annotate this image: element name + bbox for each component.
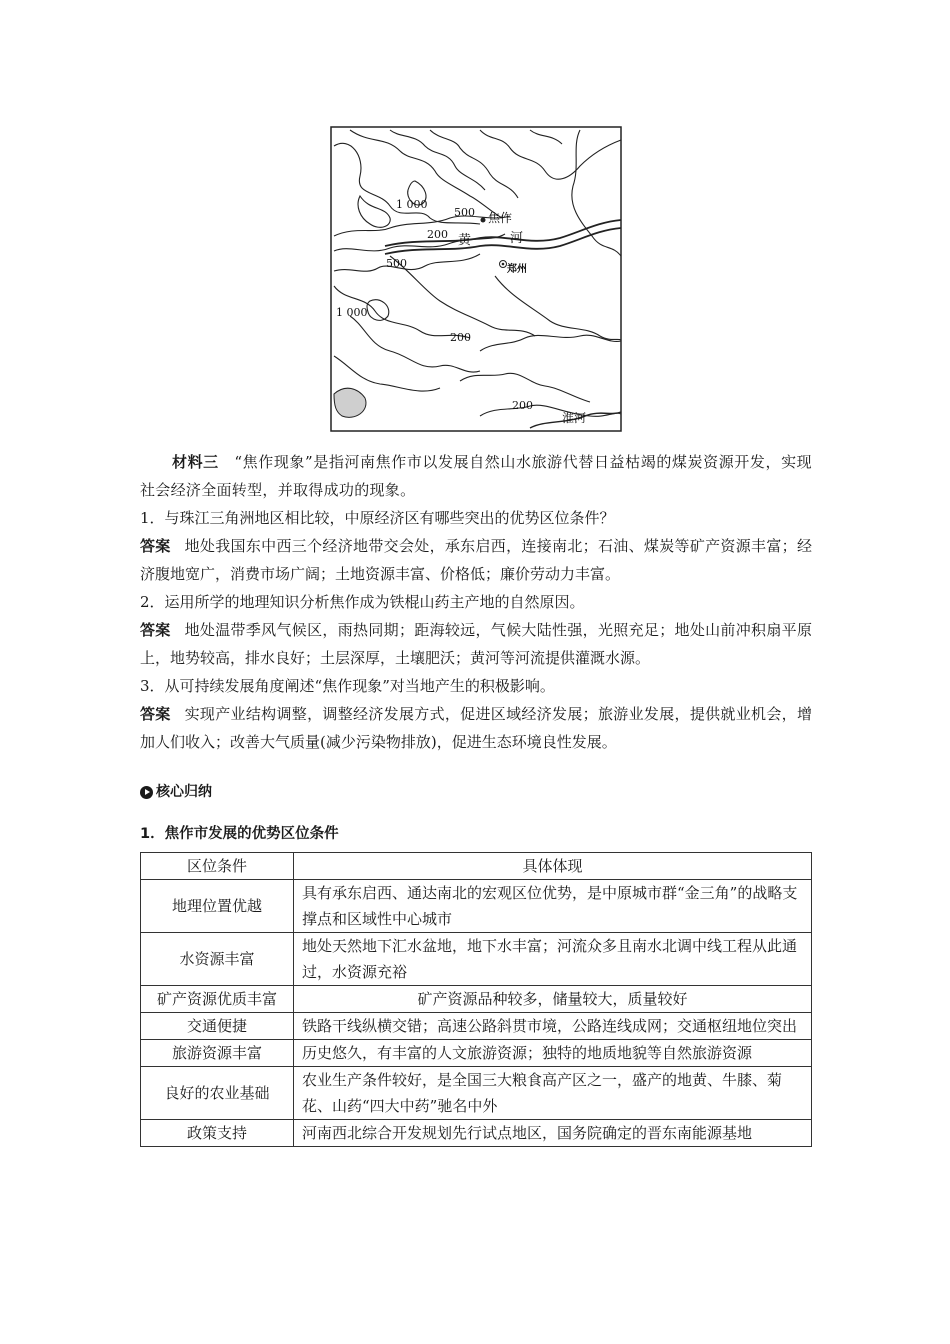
row-condition: 矿产资源优质丰富 — [141, 986, 294, 1013]
material-three — [140, 448, 812, 504]
table-row — [141, 880, 812, 933]
table-row — [141, 1067, 812, 1120]
table-header-row — [141, 853, 812, 880]
label-500-top: 500 — [454, 206, 475, 219]
play-circle-icon — [140, 786, 153, 799]
map-svg — [330, 126, 622, 432]
answer-1 — [140, 532, 812, 588]
material-label: 材料三 — [172, 453, 219, 471]
label-jiaozuo: 焦作 — [488, 211, 513, 225]
row-condition: 政策支持 — [141, 1120, 294, 1147]
label-200-mid: 200 — [450, 331, 471, 344]
answer-label: 答案 — [140, 705, 171, 723]
jiaozuo-marker-icon — [481, 218, 486, 223]
row-detail: 铁路干线纵横交错；高速公路斜贯市境，公路连线成网；交通枢纽地位突出 — [294, 1013, 812, 1040]
label-huang: 黄 — [458, 233, 472, 248]
table-row — [141, 1040, 812, 1067]
row-condition: 旅游资源丰富 — [141, 1040, 294, 1067]
question-2: 2．运用所学的地理知识分析焦作成为铁棍山药主产地的自然原因。 — [140, 593, 585, 611]
table-row — [141, 1013, 812, 1040]
row-condition: 水资源丰富 — [141, 933, 294, 986]
label-he: 河 — [510, 231, 524, 246]
answer-text: 地处我国东中西三个经济地带交会处，承东启西，连接南北；石油、煤炭等矿产资源丰富；经济腹地宽广，消费市场广阔；土地资源丰富、价格低；廉价劳动力丰富。 — [140, 537, 812, 583]
row-detail: 具有承东启西、通达南北的宏观区位优势，是中原城市群“金三角”的战略支撑点和区域性中心城市 — [294, 880, 812, 933]
row-detail: 矿产资源品种较多，储量较大，质量较好 — [294, 986, 812, 1013]
row-detail: 农业生产条件较好，是全国三大粮食高产区之一，盛产的地黄、牛膝、菊花、山药“四大中药”驰名中外 — [294, 1067, 812, 1120]
label-500-mid: 500 — [386, 257, 407, 270]
section-title-text: 核心归纳 — [156, 784, 212, 800]
section-core-summary — [140, 778, 812, 806]
label-200-top: 200 — [427, 228, 448, 241]
label-1000-top: 1 000 — [396, 198, 428, 211]
label-200-bottom: 200 — [512, 399, 533, 412]
answer-label: 答案 — [140, 537, 171, 555]
answer-3 — [140, 700, 812, 756]
answer-text: 实现产业结构调整，调整经济发展方式，促进区域经济发展；旅游业发展，提供就业机会，增加人们收入；改善大气质量(减少污染物排放)，促进生态环境良性发展。 — [140, 705, 812, 751]
label-zhengzhou: 郑州 — [507, 264, 527, 275]
label-1000-mid: 1 000 — [336, 306, 368, 319]
map-frame — [331, 127, 621, 431]
answer-label: 答案 — [140, 621, 171, 639]
table-row — [141, 1120, 812, 1147]
row-detail: 河南西北综合开发规划先行试点地区，国务院确定的晋东南能源基地 — [294, 1120, 812, 1147]
answer-text: 地处温带季风气候区，雨热同期；距海较远，气候大陆性强，光照充足；地处山前冲积扇平原上，地势较高，排水良好；土层深厚，土壤肥沃；黄河等河流提供灌溉水源。 — [140, 621, 812, 667]
advantages-table — [140, 852, 812, 1147]
question-3: 3．从可持续发展角度阐述“焦作现象”对当地产生的积极影响。 — [140, 677, 555, 695]
table-row — [141, 986, 812, 1013]
row-condition: 地理位置优越 — [141, 880, 294, 933]
main-content — [140, 448, 812, 1147]
topographic-map — [330, 126, 622, 432]
row-condition: 良好的农业基础 — [141, 1067, 294, 1120]
material-text: “焦作现象”是指河南焦作市以发展自然山水旅游代替日益枯竭的煤炭资源开发，实现社会经济全面转型，并取得成功的现象。 — [140, 453, 812, 499]
row-detail: 地处天然地下汇水盆地，地下水丰富；河流众多且南水北调中线工程从此通过，水资源充裕 — [294, 933, 812, 986]
row-detail: 历史悠久，有丰富的人文旅游资源；独特的地质地貌等自然旅游资源 — [294, 1040, 812, 1067]
answer-2 — [140, 616, 812, 672]
header-detail: 具体体现 — [294, 853, 812, 880]
question-1: 1．与珠江三角洲地区相比较，中原经济区有哪些突出的优势区位条件？ — [140, 509, 615, 527]
header-condition: 区位条件 — [141, 853, 294, 880]
table-title: 1．焦作市发展的优势区位条件 — [140, 826, 339, 842]
table-row — [141, 933, 812, 986]
label-huaihe: 淮河 — [562, 411, 587, 425]
row-condition: 交通便捷 — [141, 1013, 294, 1040]
